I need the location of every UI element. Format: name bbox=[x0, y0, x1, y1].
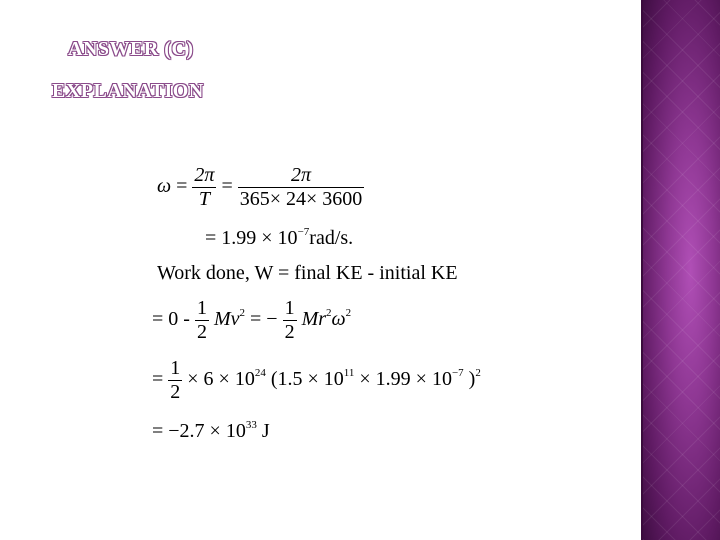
exponent: 2 bbox=[326, 307, 332, 320]
omega-symbol: ω bbox=[331, 308, 346, 331]
equals-sign: = bbox=[176, 175, 188, 198]
equals-sign: = bbox=[152, 368, 164, 391]
ke-prefix: = 0 - bbox=[152, 308, 190, 331]
fraction-denominator: T bbox=[192, 187, 216, 211]
work-done-line: Work done, W = final KE - initial KE bbox=[157, 262, 458, 284]
joule-unit: J bbox=[256, 420, 270, 442]
fraction-2pi-over-seconds bbox=[238, 164, 365, 211]
fraction-numerator: 2π bbox=[290, 164, 312, 186]
exponent: 11 bbox=[343, 367, 355, 380]
final-result-line bbox=[152, 420, 270, 443]
omega-term: × 1.99 × 10 bbox=[354, 368, 452, 391]
fraction-numerator: 2π bbox=[194, 164, 215, 186]
fraction-numerator: 1 bbox=[170, 357, 181, 379]
exponent: 33 bbox=[245, 419, 257, 431]
fraction-denominator: 365× 24× 3600 bbox=[239, 188, 363, 210]
exponent: −7 bbox=[451, 367, 464, 380]
exponent: −7 bbox=[297, 226, 310, 238]
kinetic-energy-line bbox=[152, 297, 351, 344]
mv-term: Mv bbox=[213, 308, 240, 331]
fraction-one-half bbox=[168, 357, 182, 404]
fraction-numerator: 1 bbox=[196, 297, 207, 319]
exponent: 24 bbox=[254, 367, 266, 380]
fraction-one-half bbox=[283, 297, 297, 344]
fraction-denominator: 2 bbox=[170, 381, 181, 403]
omega-unit: rad/s. bbox=[309, 227, 354, 249]
fraction-one-half bbox=[195, 297, 209, 344]
radius-term: (1.5 × 10 bbox=[265, 368, 344, 391]
equals-sign: = bbox=[221, 175, 233, 198]
mass-term: × 6 × 10 bbox=[187, 368, 255, 391]
exponent: 2 bbox=[345, 307, 352, 320]
close-paren: ) bbox=[463, 368, 476, 391]
exponent: 2 bbox=[475, 367, 481, 380]
mr-term: Mr bbox=[301, 308, 327, 331]
fraction-denominator: 2 bbox=[196, 321, 207, 343]
decorative-side-panel bbox=[641, 0, 720, 540]
omega-result-line bbox=[205, 227, 353, 250]
answer-heading: ANSWER (C) bbox=[68, 38, 194, 60]
omega-value: = 1.99 × 10 bbox=[205, 227, 298, 249]
exponent: 2 bbox=[239, 307, 245, 320]
substitution-line bbox=[152, 357, 481, 404]
explanation-heading: EXPLANATION bbox=[52, 80, 204, 102]
omega-symbol: ω bbox=[157, 175, 172, 198]
angular-velocity-equation bbox=[157, 164, 364, 211]
neg-equals: = − bbox=[250, 308, 278, 331]
fraction-numerator: 1 bbox=[284, 297, 295, 319]
fraction-denominator: 2 bbox=[284, 321, 295, 343]
fraction-2pi-over-t bbox=[192, 164, 216, 211]
final-value: = −2.7 × 10 bbox=[152, 420, 246, 442]
